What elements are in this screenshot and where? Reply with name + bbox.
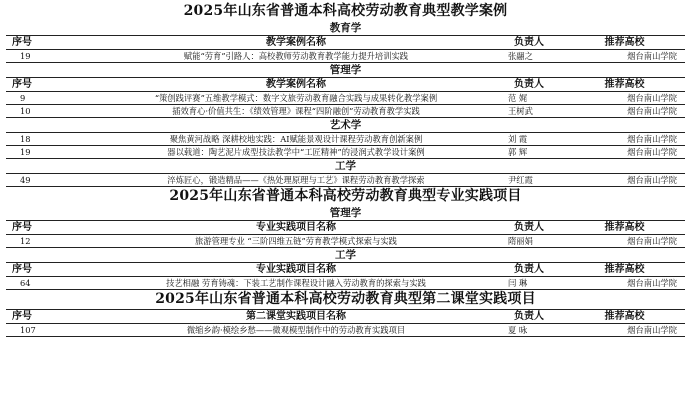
table-header-row: [6, 310, 685, 324]
cell-school: 烟台南山学院: [564, 174, 685, 187]
cell-no: 9: [6, 92, 98, 105]
header-name: 教学案例名称: [98, 78, 494, 92]
cell-no: 18: [6, 133, 98, 146]
cell-person: 范 娓: [494, 92, 564, 105]
case-table: [6, 132, 685, 159]
cell-name: 旅游管理专业 “三阶四维五链”劳育教学模式探索与实践: [98, 235, 494, 248]
header-person: 负责人: [494, 221, 564, 235]
cell-school: 烟台南山学院: [564, 324, 685, 337]
cell-school: 烟台南山学院: [564, 92, 685, 105]
header-person: 负责人: [494, 36, 564, 50]
header-person: 负责人: [494, 310, 564, 324]
cell-name: 聚焦黄河战略 深耕校地实践：AI赋能景观设计课程劳动教育创新案例: [98, 133, 494, 146]
cell-school: 烟台南山学院: [564, 105, 685, 118]
category-heading: 工学: [335, 249, 356, 261]
cell-school: 烟台南山学院: [564, 277, 685, 290]
header-school: 推荐高校: [564, 221, 685, 235]
header-name: 第二课堂实践项目名称: [98, 310, 494, 324]
header-school: 推荐高校: [564, 263, 685, 277]
table-row: [6, 324, 685, 337]
case-table: [6, 173, 685, 187]
cell-name: 技艺相融 劳育铸魂：下装工艺制作课程设计融入劳动教育的探索与实践: [98, 277, 494, 290]
cell-person: 隋丽娟: [494, 235, 564, 248]
cell-person: 郭 辉: [494, 146, 564, 159]
table-header-row: [6, 78, 685, 92]
cell-name: 插效育心·价值共生：《绩效管理》课程“四阶融创”劳动教育教学实践: [98, 105, 494, 118]
header-no: 序号: [6, 78, 98, 92]
category-heading: 艺术学: [329, 119, 362, 131]
table-row: [6, 146, 685, 159]
cell-no: 19: [6, 50, 98, 63]
header-no: 序号: [6, 36, 98, 50]
category-heading: 教育学: [329, 22, 362, 34]
cell-no: 107: [6, 324, 98, 337]
cell-no: 10: [6, 105, 98, 118]
header-school: 推荐高校: [564, 78, 685, 92]
section-title: 2025年山东省普通本科高校劳动教育典型教学案例: [183, 3, 508, 19]
table-header-row: [6, 221, 685, 235]
table-row: [6, 174, 685, 187]
case-table: [6, 77, 685, 118]
table-row: [6, 277, 685, 290]
cell-person: 闫 琳: [494, 277, 564, 290]
section-title: 2025年山东省普通本科高校劳动教育典型专业实践项目: [169, 188, 522, 204]
table-header-row: [6, 263, 685, 277]
category-heading: 管理学: [329, 207, 362, 219]
category-heading: 管理学: [329, 64, 362, 76]
project-table: [6, 220, 685, 248]
header-no: 序号: [6, 263, 98, 277]
cell-school: 烟台南山学院: [564, 235, 685, 248]
header-no: 序号: [6, 221, 98, 235]
project-table: [6, 262, 685, 290]
header-name: 专业实践项目名称: [98, 221, 494, 235]
cell-no: 49: [6, 174, 98, 187]
table-row: [6, 92, 685, 105]
case-table: [6, 35, 685, 63]
table-row: [6, 50, 685, 63]
header-no: 序号: [6, 310, 98, 324]
header-person: 负责人: [494, 263, 564, 277]
table-row: [6, 133, 685, 146]
category-heading: 工学: [335, 160, 356, 172]
cell-school: 烟台南山学院: [564, 50, 685, 63]
cell-person: 刘 霞: [494, 133, 564, 146]
header-name: 教学案例名称: [98, 36, 494, 50]
cell-name: “策创践评赛”五维教学模式：数字文旅劳动教育融合实践与成果转化教学案例: [98, 92, 494, 105]
second-classroom-table: [6, 309, 685, 337]
table-row: [6, 235, 685, 248]
cell-no: 12: [6, 235, 98, 248]
cell-no: 19: [6, 146, 98, 159]
table-row: [6, 105, 685, 118]
cell-school: 烟台南山学院: [564, 133, 685, 146]
cell-no: 64: [6, 277, 98, 290]
cell-person: 夏 咏: [494, 324, 564, 337]
section-title: 2025年山东省普通本科高校劳动教育典型第二课堂实践项目: [155, 291, 536, 307]
header-school: 推荐高校: [564, 36, 685, 50]
cell-name: 赋能“劳育”引路人：高校教师劳动教育教学能力提升培训实践: [98, 50, 494, 63]
cell-person: 张翮之: [494, 50, 564, 63]
table-header-row: [6, 36, 685, 50]
header-person: 负责人: [494, 78, 564, 92]
header-name: 专业实践项目名称: [98, 263, 494, 277]
cell-person: 王树武: [494, 105, 564, 118]
cell-name: 器以载道：陶艺泥片成型技法教学中“工匠精神”的浸润式教学设计案例: [98, 146, 494, 159]
cell-person: 尹红霞: [494, 174, 564, 187]
cell-name: 淬炼匠心，锻造精品——《热处理原理与工艺》课程劳动教育教学探索: [98, 174, 494, 187]
header-school: 推荐高校: [564, 310, 685, 324]
cell-name: 微缩乡韵·模绘乡愁——微观模型制作中的劳动教育实践项目: [98, 324, 494, 337]
cell-school: 烟台南山学院: [564, 146, 685, 159]
